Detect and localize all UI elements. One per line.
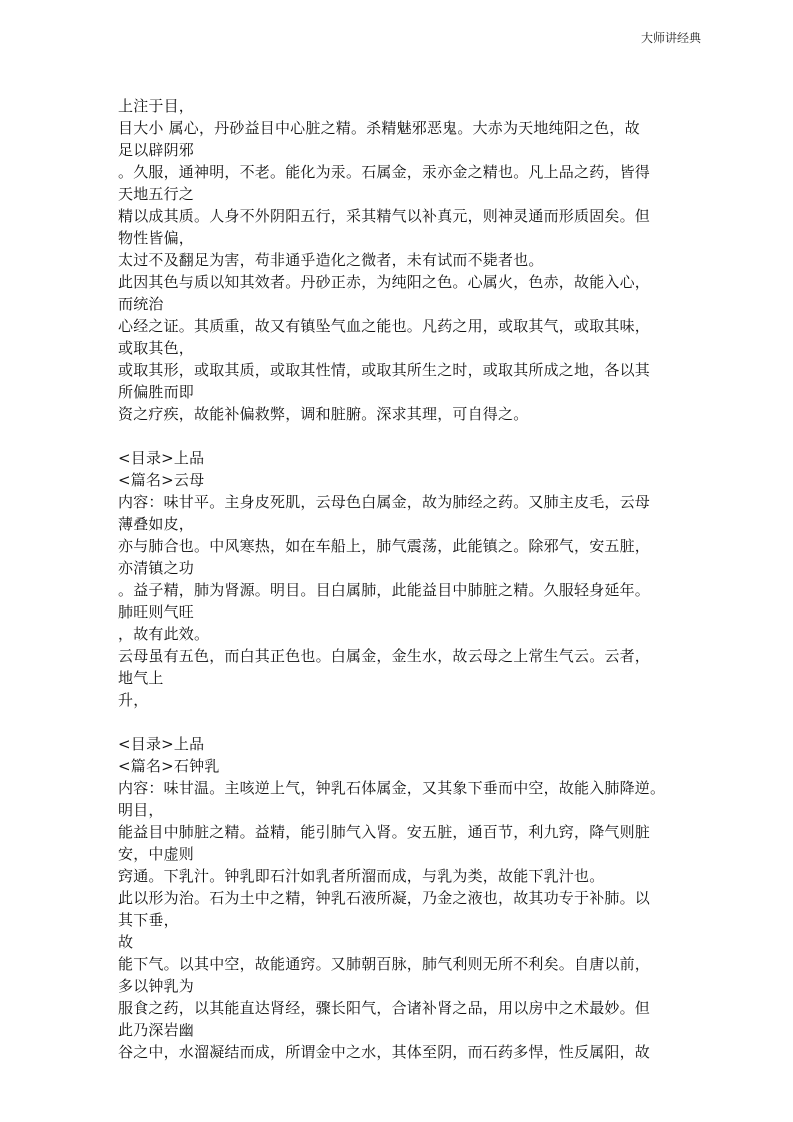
text-line: 其下垂， <box>118 911 179 929</box>
text-line: 内容：味甘平。主身皮死肌，云母色白属金，故为肺经之药。又肺主皮毛，云母 <box>118 493 651 511</box>
text-line: 物性皆偏， <box>118 229 195 247</box>
page-header-title: 大师讲经典 <box>640 31 701 45</box>
text-line: 上注于目， <box>118 97 195 115</box>
text-line: 薄叠如皮， <box>118 515 195 533</box>
blank-line <box>118 425 680 447</box>
text-line: 谷之中，水溜凝结而成，所谓金中之水，其体至阴，而石药多悍，性反属阳，故 <box>118 1043 651 1061</box>
text-line: 窍通。下乳汁。钟乳即石汁如乳者所溜而成，与乳为类，故能下乳汁也。 <box>118 867 605 885</box>
section-dansha <box>118 95 680 425</box>
text-line: 太过不及翻足为害，苟非通乎造化之微者，未有试而不毙者也。 <box>118 251 544 269</box>
text-line: 亦与肺合也。中风寒热，如在车船上，肺气震荡，此能镇之。除邪气，安五脏， <box>118 537 651 555</box>
text-line: 所偏胜而即 <box>118 383 195 401</box>
text-line: 或取其形，或取其质，或取其性情，或取其所生之时，或取其所成之地，各以其 <box>118 361 651 379</box>
text-line: 升， <box>118 691 149 709</box>
text-line: ，故有此效。 <box>118 625 210 643</box>
text-line: 明目， <box>118 801 164 819</box>
text-line: 服食之药，以其能直达肾经，骤长阳气，合诸补肾之品，用以房中之术最妙。但 <box>118 999 651 1017</box>
text-line: 内容：味甘温。主咳逆上气，钟乳石体属金，又其象下垂而中空，故能入肺降逆。 <box>118 779 666 797</box>
text-line: 能益目中肺脏之精。益精，能引肺气入肾。安五脏，通百节，利九窍，降气则脏 <box>118 823 651 841</box>
text-line: 此以形为治。石为土中之精，钟乳石液所凝，乃金之液也，故其功专于补肺。以 <box>118 889 651 907</box>
text-line: 能下气。以其中空，故能通窍。又肺朝百脉，肺气利则无所不利矣。自唐以前， <box>118 955 651 973</box>
section-yunmu <box>118 447 680 711</box>
section-shizhongru <box>118 733 680 1063</box>
document-body <box>118 95 680 1063</box>
text-line: 肺旺则气旺 <box>118 603 195 621</box>
text-line: 此因其色与质以知其效者。丹砂正赤，为纯阳之色。心属火，色赤，故能入心， <box>118 273 651 291</box>
text-line: 或取其色， <box>118 339 195 357</box>
text-line: 地气上 <box>118 669 164 687</box>
text-line: 而统治 <box>118 295 164 313</box>
catalog-label: <目录>上品 <box>118 449 205 467</box>
text-line: 心经之证。其质重，故又有镇坠气血之能也。凡药之用，或取其气，或取其味， <box>118 317 651 335</box>
chapter-title: <篇名>云母 <box>118 471 205 489</box>
text-line: 亦清镇之功 <box>118 559 195 577</box>
text-line: 资之疗疾，故能补偏救弊，调和脏腑。深求其理，可自得之。 <box>118 405 529 423</box>
catalog-label: <目录>上品 <box>118 735 205 753</box>
text-line: 故 <box>118 933 134 951</box>
text-line: 精以成其质。人身不外阴阳五行，采其精气以补真元，则神灵通而形质固矣。但 <box>118 207 651 225</box>
text-line: 此乃深岩幽 <box>118 1021 195 1039</box>
text-line: 云母虽有五色，而白其正色也。白属金，金生水，故云母之上常生气云。云者， <box>118 647 651 665</box>
blank-line <box>118 711 680 733</box>
text-line: 。久服，通神明，不老。能化为汞。石属金，汞亦金之精也。凡上品之药，皆得 <box>118 163 651 181</box>
text-line: 足以辟阴邪 <box>118 141 195 159</box>
text-line: 多以钟乳为 <box>118 977 195 995</box>
text-line: 目大小 属心，丹砂益目中心脏之精。杀精魅邪恶鬼。大赤为天地纯阳之色，故 <box>118 119 640 137</box>
text-line: 天地五行之 <box>118 185 195 203</box>
text-line: 安，中虚则 <box>118 845 195 863</box>
chapter-title: <篇名>石钟乳 <box>118 757 220 775</box>
text-line: 。益子精，肺为肾源。明目。目白属肺，此能益目中肺脏之精。久服轻身延年。 <box>118 581 651 599</box>
